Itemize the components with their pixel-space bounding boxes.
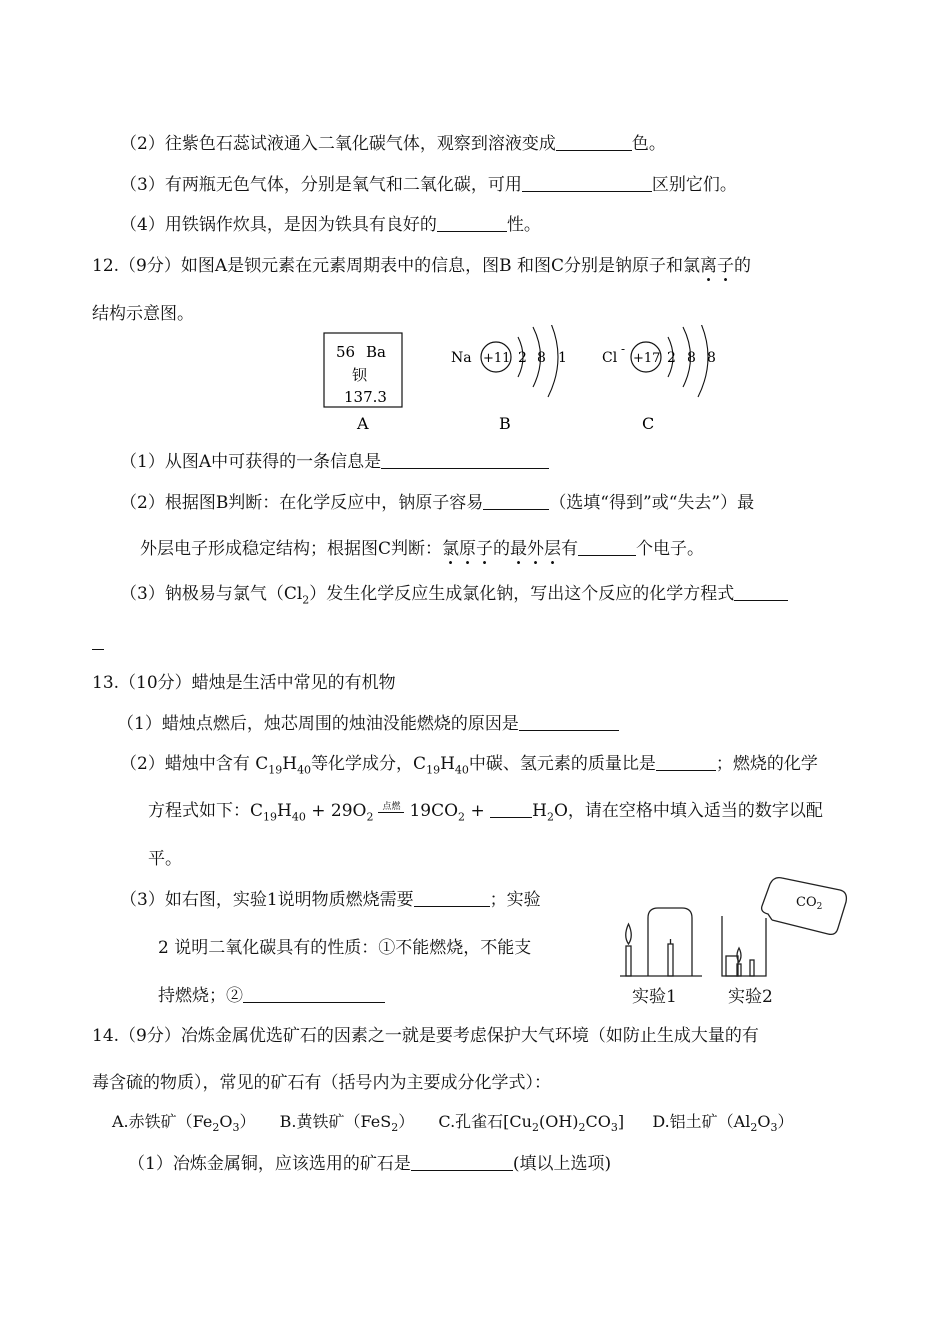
cl-charge: - bbox=[621, 342, 626, 356]
candle bbox=[750, 960, 754, 976]
answer-blank[interactable] bbox=[437, 215, 507, 232]
na-shell-2: 8 bbox=[537, 350, 546, 366]
figure-label-b: B bbox=[499, 414, 511, 433]
co2-label: $CO_2$ bbox=[796, 895, 823, 912]
candle-experiment-figure bbox=[612, 856, 852, 1010]
q11-part2: （2）往紫色石蕊试液通入二氧化碳气体，观察到溶液变成 色。 bbox=[120, 134, 666, 154]
answer-blank[interactable] bbox=[519, 714, 619, 731]
q13-stem: 13.（10分）蜡烛是生活中常见的有机物 bbox=[92, 673, 396, 693]
option-d: D.铝土矿$(Al_2O_3)$ bbox=[652, 1112, 794, 1135]
answer-blank-continued[interactable] bbox=[92, 649, 104, 650]
atomic-number: 56 bbox=[336, 343, 356, 361]
flame-icon bbox=[626, 924, 632, 944]
cl-shell-2: 8 bbox=[687, 350, 696, 366]
reaction-arrow-line bbox=[378, 812, 404, 813]
element-symbol: Ba bbox=[366, 343, 386, 361]
na-symbol: Na bbox=[451, 350, 472, 366]
q11-part3: （3）有两瓶无色气体，分别是氧气和二氧化碳，可用 区别它们。 bbox=[120, 175, 737, 195]
atomic-structure-figure bbox=[300, 325, 740, 440]
option-c: C.孔雀石$[Cu_2(OH)_2CO_3]$ bbox=[438, 1112, 625, 1135]
emphasis-text: 离子 bbox=[700, 256, 735, 276]
candle bbox=[668, 944, 673, 976]
step bbox=[726, 956, 738, 976]
q13-part2-line1: （2）蜡烛中含有 $C_{19}H_{40}$等化学成分，$C_{19}H_{40}$中碳、氢元素的质量比是 ；燃烧的化学 bbox=[120, 754, 818, 777]
q12-part2-line1: （2）根据图B判断：在化学反应中，钠原子容易 （选填“得到”或“失去”）最 bbox=[120, 493, 755, 513]
bottle-neck bbox=[762, 906, 772, 920]
answer-blank[interactable] bbox=[414, 890, 490, 907]
q13-equation-line2: 平。 bbox=[148, 849, 182, 869]
cl-shell-3: 8 bbox=[707, 350, 716, 366]
answer-blank[interactable] bbox=[522, 175, 652, 192]
emphasis-text: 最外层 bbox=[510, 539, 562, 559]
q12-part3: （3）钠极易与氯气$(Cl_2)$发生化学反应生成氯化钠，写出这个反应的化学方程式 bbox=[120, 583, 788, 605]
cl-symbol: Cl bbox=[602, 350, 618, 366]
na-nucleus-charge: +11 bbox=[483, 351, 511, 366]
option-a: A.赤铁矿$(Fe_2O_3)$ bbox=[112, 1112, 256, 1135]
q14-stem-line1: 14.（9分）冶炼金属优选矿石的因素之一就是要考虑保护大气环境（如防止生成大量的有 bbox=[92, 1026, 759, 1046]
cl-shell-1: 2 bbox=[667, 350, 676, 366]
answer-blank[interactable] bbox=[243, 986, 385, 1003]
reaction-condition: 点燃 bbox=[373, 800, 409, 825]
answer-blank[interactable] bbox=[483, 493, 549, 510]
q13-equation: 方程式如下：$C_{19}H_{40} + 29O_2^{点燃}$ $19CO_2 + H_2O$，请在空格中填入适当的数字以配 bbox=[148, 801, 823, 824]
element-name: 钡 bbox=[352, 366, 368, 384]
answer-blank[interactable] bbox=[381, 452, 549, 469]
answer-blank[interactable] bbox=[556, 134, 632, 151]
electron-shell-arc bbox=[548, 325, 558, 397]
option-b: B.黄铁矿（FeS$_2$） bbox=[279, 1112, 415, 1135]
q12-part2-line2: 外层电子形成稳定结构；根据图C判断：氯原子的最外层有 个电子。 bbox=[140, 539, 705, 559]
q14-stem-line2: 毒含硫的物质），常见的矿石有（括号内为主要成分化学式）： bbox=[92, 1073, 551, 1093]
q14-options bbox=[112, 1111, 793, 1133]
emphasis-text: 氯原子 bbox=[442, 539, 494, 559]
q13-part3-line2: 2 说明二氧化碳具有的性质：①不能燃烧，不能支 bbox=[158, 938, 532, 958]
na-shell-1: 2 bbox=[518, 350, 527, 366]
answer-blank[interactable] bbox=[734, 584, 788, 601]
q12-part1: （1）从图A中可获得的一条信息是 bbox=[120, 451, 549, 473]
answer-blank[interactable] bbox=[578, 539, 636, 556]
atomic-mass: 137.3 bbox=[344, 388, 387, 406]
q13-part3-line1: （3）如右图，实验1说明物质燃烧需要 ；实验 bbox=[120, 890, 541, 910]
q13-part3-line3: 持燃烧；② bbox=[158, 985, 385, 1007]
experiment-1-label: 实验1 bbox=[632, 987, 677, 1007]
answer-blank[interactable] bbox=[411, 1154, 513, 1171]
q11-part4: （4）用铁锅作炊具，是因为铁具有良好的 性。 bbox=[120, 215, 541, 235]
na-shell-3: 1 bbox=[558, 350, 567, 366]
candle bbox=[737, 964, 741, 976]
figure-label-c: C bbox=[642, 414, 655, 433]
beaker bbox=[722, 916, 766, 976]
flame-icon bbox=[737, 948, 741, 962]
q12-stem-line1: 12.（9分）如图A是钡元素在元素周期表中的信息，图B 和图C分别是钠原子和氯离子的 bbox=[92, 256, 752, 276]
q12-stem-line2: 结构示意图。 bbox=[92, 304, 194, 324]
q13-part1: （1）蜡烛点燃后，烛芯周围的烛油没能燃烧的原因是 bbox=[117, 713, 619, 735]
cl-nucleus-charge: +17 bbox=[633, 351, 661, 366]
q14-part1: （1）冶炼金属铜，应该选用的矿石是 (填以上选项) bbox=[128, 1154, 612, 1174]
answer-blank[interactable] bbox=[490, 801, 532, 818]
candle bbox=[626, 946, 631, 976]
experiment-2-label: 实验2 bbox=[728, 987, 773, 1007]
answer-blank[interactable] bbox=[656, 754, 716, 771]
figure-label-a: A bbox=[357, 414, 369, 433]
